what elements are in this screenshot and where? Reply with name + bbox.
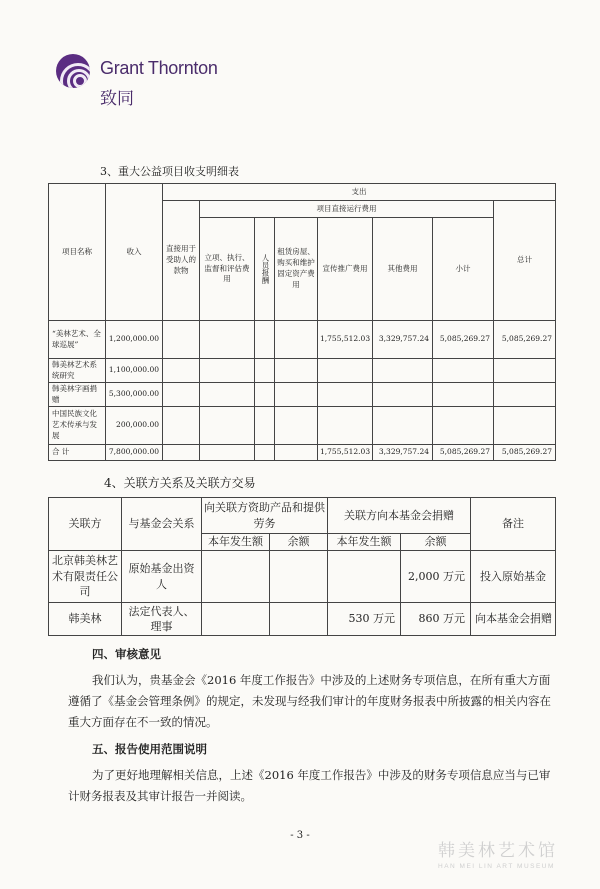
- row-income: 200,000.00: [106, 407, 163, 445]
- row-name: 韩美林字画捐赠: [49, 383, 106, 407]
- row-name: 中国民族文化艺术传承与发展: [49, 407, 106, 445]
- section-four-title: 四、审核意见: [92, 647, 161, 661]
- row-donation-balance: 860 万元: [401, 603, 471, 636]
- header-project-name: 项目名称: [49, 184, 106, 321]
- row-other: [373, 359, 433, 383]
- total-income: 7,800,000.00: [106, 445, 163, 461]
- total-total: 5,085,269.27: [494, 445, 556, 461]
- row-name: “美林艺术、全球巡展”: [49, 321, 106, 359]
- header-service-balance: 余额: [270, 534, 328, 551]
- row-donation-current: 530 万元: [328, 603, 401, 636]
- total-label: 合 计: [49, 445, 106, 461]
- table-row: [49, 407, 556, 445]
- row-subtotal: [433, 407, 494, 445]
- row-total: [494, 383, 556, 407]
- section-four-body: 我们认为，贵基金会《2016 年度工作报告》中涉及的上述财务专项信息，在所有重大方面遵循了《基金会管理条例》的规定，未发现与经我们审计的年度财务报表中所披露的相关内容在重大方面存在不一致的情况。: [68, 673, 551, 729]
- related-party-table: [48, 497, 556, 636]
- section-five-text: [68, 765, 558, 807]
- row-relation: 原始基金出资人: [122, 551, 202, 603]
- row-service-current: [202, 551, 270, 603]
- header-donation: 关联方向本基金会捐赠: [328, 498, 471, 534]
- row-other: 3,329,757.24: [373, 321, 433, 359]
- header-donation-current: 本年发生额: [328, 534, 401, 551]
- total-subtotal: 5,085,269.27: [433, 445, 494, 461]
- table-row: [49, 383, 556, 407]
- total-other: 3,329,757.24: [373, 445, 433, 461]
- header-relation: 与基金会关系: [122, 498, 202, 551]
- row-service-balance: [270, 603, 328, 636]
- table-row: [49, 359, 556, 383]
- header-income: 收入: [106, 184, 163, 321]
- row-subtotal: [433, 359, 494, 383]
- table-row: [49, 321, 556, 359]
- section-five-title: 五、报告使用范围说明: [92, 742, 207, 756]
- row-note: 向本基金会捐赠: [471, 603, 556, 636]
- row-promotion: [318, 383, 373, 407]
- header-promotion: 宣传推广费用: [318, 218, 373, 321]
- row-relation: 法定代表人、理事: [122, 603, 202, 636]
- row-promotion: 1,755,512.03: [318, 321, 373, 359]
- row-income: 1,100,000.00: [106, 359, 163, 383]
- header-direct-cost: 项目直接运行费用: [200, 201, 494, 218]
- section-four-text: [68, 670, 558, 733]
- museum-watermark: [438, 836, 598, 886]
- total-promotion: 1,755,512.03: [318, 445, 373, 461]
- header-expense: 支出: [163, 184, 556, 201]
- row-party: 北京韩美林艺术有限责任公司: [49, 551, 122, 603]
- header-personnel: 人员报酬: [255, 218, 275, 321]
- row-total: 5,085,269.27: [494, 321, 556, 359]
- grant-thornton-logo: [56, 52, 266, 112]
- row-other: [373, 383, 433, 407]
- row-service-current: [202, 603, 270, 636]
- row-service-balance: [270, 551, 328, 603]
- table-row: [49, 551, 556, 603]
- row-name: 韩美林艺术系统研究: [49, 359, 106, 383]
- header-other: 其他费用: [373, 218, 433, 321]
- section-five-body: 为了更好地理解相关信息，上述《2016 年度工作报告》中涉及的财务专项信息应当与已审计财务报表及其审计报告一并阅读。: [68, 768, 551, 803]
- section4-title: 4、关联方关系及关联方交易: [104, 476, 256, 490]
- header-direct-aid: 直接用于受助人的款物: [163, 201, 200, 321]
- row-note: 投入原始基金: [471, 551, 556, 603]
- watermark-cn: 韩美林艺术馆: [438, 841, 558, 861]
- logo-name-cn: 致同: [100, 89, 134, 109]
- row-subtotal: 5,085,269.27: [433, 321, 494, 359]
- header-party: 关联方: [49, 498, 122, 551]
- logo-mark-icon: [56, 54, 90, 88]
- header-total: 总计: [494, 201, 556, 321]
- row-subtotal: [433, 383, 494, 407]
- header-subtotal: 小计: [433, 218, 494, 321]
- row-donation-current: [328, 551, 401, 603]
- row-income: 1,200,000.00: [106, 321, 163, 359]
- header-service: 向关联方资助产品和提供劳务: [202, 498, 328, 534]
- row-total: [494, 407, 556, 445]
- header-note: 备注: [471, 498, 556, 551]
- row-party: 韩美林: [49, 603, 122, 636]
- project-income-expense-table: [48, 183, 556, 461]
- section3-title: 3、重大公益项目收支明细表: [100, 165, 239, 178]
- logo-name: Grant Thornton: [100, 58, 218, 78]
- row-promotion: [318, 407, 373, 445]
- total-row: [49, 445, 556, 461]
- table-row: [49, 603, 556, 636]
- header-rent-assets: 租赁房屋、购买和维护固定资产费用: [275, 218, 318, 321]
- row-total: [494, 359, 556, 383]
- header-setup-fee: 立项、执行、监督和评估费用: [200, 218, 255, 321]
- row-other: [373, 407, 433, 445]
- header-donation-balance: 余额: [401, 534, 471, 551]
- header-service-current: 本年发生额: [202, 534, 270, 551]
- row-income: 5,300,000.00: [106, 383, 163, 407]
- page-number: - 3 -: [290, 830, 310, 841]
- row-promotion: [318, 359, 373, 383]
- watermark-en: HAN MEI LIN ART MUSEUM: [438, 863, 555, 870]
- row-donation-balance: 2,000 万元: [401, 551, 471, 603]
